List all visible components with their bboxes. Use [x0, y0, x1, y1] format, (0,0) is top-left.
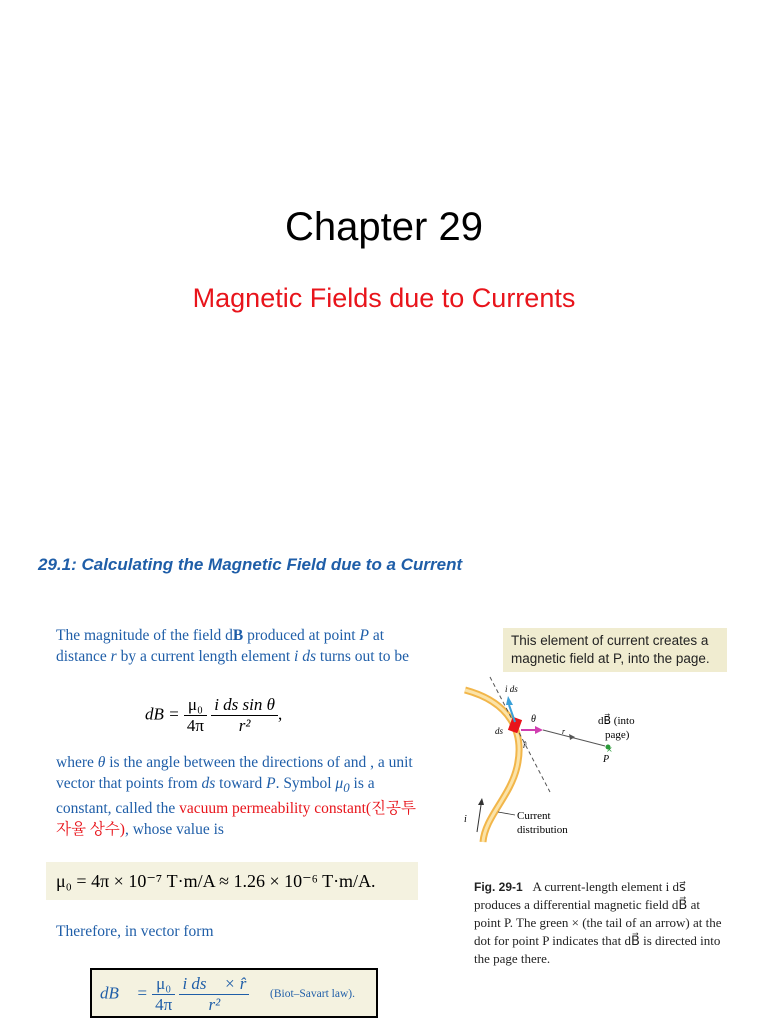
therefore-text: Therefore, in vector form: [56, 923, 214, 940]
svg-text:distribution: distribution: [517, 824, 568, 836]
r-vector-line: [543, 730, 605, 746]
svg-text:r: r: [562, 727, 566, 736]
svg-text:Current: Current: [517, 810, 551, 822]
svg-text:i: i: [464, 814, 467, 825]
biot-savart-label: (Biot–Savart law).: [270, 988, 355, 1000]
svg-text:θ: θ: [531, 714, 536, 725]
svg-text:P: P: [603, 754, 610, 765]
svg-text:ds: ds: [495, 726, 504, 736]
figure-caption: Fig. 29-1 A current-length element i ds⃗ produces a differential magnetic field dB⃗ at point P. The green × (the tail of an arrow) at the dot for point P indicates that dB⃗ is directed into the page there.: [474, 879, 722, 966]
biot-savart-equation: dB⃗ = $\frac{\text{μ₀}}{4\pi}$ $\frac{\text{i ds⃗ × r̂}}{\text{r²}}$ (Biot–Savart law).: [90, 968, 378, 1018]
figure-callout: This element of current creates a magnetic field at P, into the page.: [503, 628, 727, 672]
svg-text:dB⃗ (into: dB⃗ (into: [598, 715, 635, 727]
chapter-subtitle: Magnetic Fields due to Currents: [192, 283, 576, 313]
section-heading: 29.1: Calculating the Magnetic Field due to a Current: [38, 555, 463, 574]
svg-text:×: ×: [606, 745, 613, 754]
intro-paragraph: The magnitude of the field dB produced at point P at distance r by a current length element i ds turns out to be: [56, 627, 410, 665]
current-element-figure: [455, 672, 745, 847]
svg-text:r̂: r̂: [523, 740, 527, 750]
where-paragraph: where θ is the angle between the directions of and , a unit vector that points from ds toward P. Symbol $\mu_0$ is a constant, called the vacuum permeability constant(진공투자율 상수), whose value is: [56, 754, 416, 839]
svg-text:page): page): [605, 729, 630, 741]
svg-text:i ds⃗: i ds⃗: [505, 684, 525, 694]
mu0-value-equation: μ₀ = 4π × 10⁻⁷ T·m/A ≈ 1.26 × 10⁻⁶ T·m/A.: [46, 862, 418, 900]
vacuum-permeability-term: vacuum permeability constant(진공투자율 상수): [56, 800, 416, 839]
chapter-title: Chapter 29: [285, 205, 483, 249]
field-magnitude-equation: dB = $\frac{\text{μ₀}}{4\pi}$ $\frac{\text{i ds sin θ}}{\text{r²}}$ ,: [145, 695, 283, 735]
